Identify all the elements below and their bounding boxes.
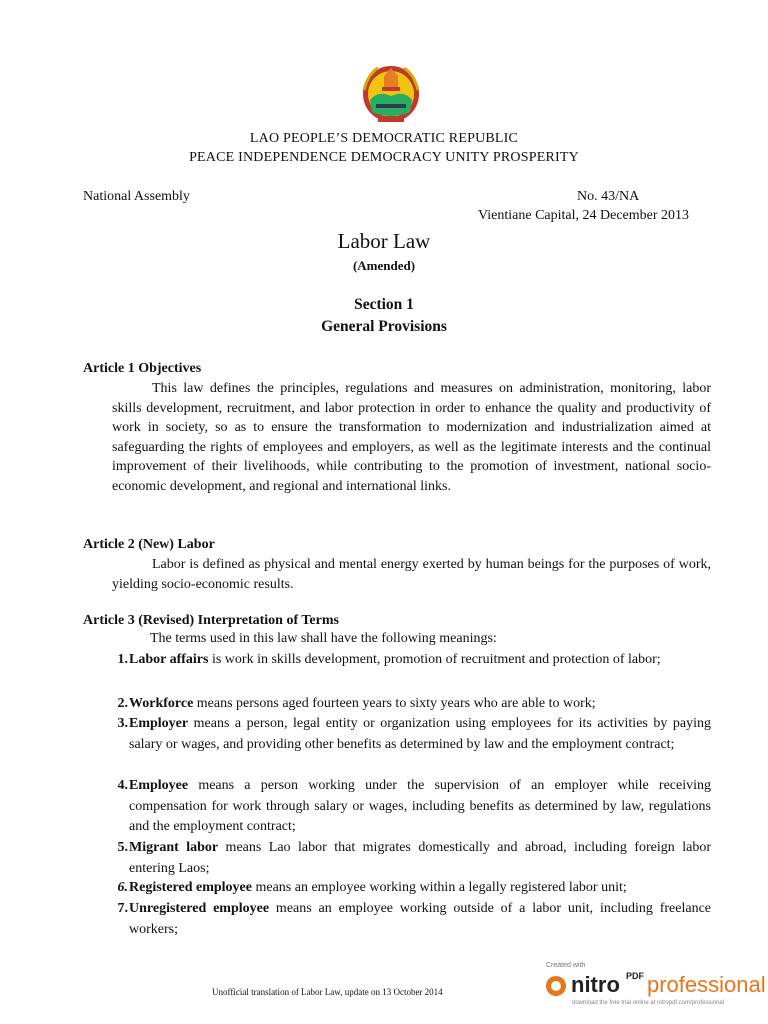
defined-term: Unregistered employee [129, 901, 270, 916]
nitro-watermark[interactable] [544, 960, 764, 1010]
definition-item [100, 878, 711, 899]
nitro-logo-icon [546, 976, 566, 996]
place-and-date: Vientiane Capital, 24 December 2013 [478, 208, 690, 223]
document-subtitle: (Amended) [352, 258, 416, 273]
document-title: Labor Law [337, 229, 431, 253]
document-number: No. 43/NA [577, 189, 640, 204]
definition-text: means a person, legal entity or organization using employees for its activities by paying salary or wages, and providing other benefits as determined by law and the employment contract; [129, 716, 711, 752]
defined-term: Labor affairs [129, 652, 209, 667]
page-footer: Unofficial translation of Labor Law, update on 13 October 2014 [212, 987, 443, 997]
republic-name: LAO PEOPLE’S DEMOCRATIC REPUBLIC [249, 131, 519, 146]
item-number: 3. [117, 716, 128, 731]
item-number: 6. [117, 880, 128, 895]
watermark-created-label: Created with [546, 962, 586, 969]
article-1-heading: Article 1 Objectives [83, 361, 202, 376]
definition-text: means Lao labor that migrates domestically and abroad, including foreign labor entering Laos; [129, 840, 711, 876]
article-3-intro: The terms used in this law shall have the following meanings: [150, 631, 497, 646]
article-1-body [112, 379, 711, 496]
issuing-body: National Assembly [83, 189, 190, 204]
item-number: 1. [117, 652, 128, 667]
watermark-brand-sup: PDF [626, 971, 644, 981]
defined-term: Employee [129, 778, 189, 793]
item-number: 5. [117, 840, 128, 855]
article-2-text: Labor is defined as physical and mental energy exerted by human beings for the purposes of work, yielding socio-economic results. [112, 557, 711, 592]
section-number: Section 1 [354, 296, 414, 313]
definition-item [100, 650, 711, 671]
defined-term: Workforce [129, 696, 194, 711]
item-number: 4. [117, 778, 128, 793]
watermark-download-link[interactable]: download the free trial online at nitropdf.com/professional [572, 1000, 725, 1006]
article-3-heading: Article 3 (Revised) Interpretation of Terms [83, 613, 339, 628]
item-number: 2. [117, 696, 128, 711]
definition-item [100, 694, 711, 715]
national-motto: PEACE INDEPENDENCE DEMOCRACY UNITY PROSPERITY [189, 150, 579, 165]
defined-term: Employer [129, 716, 189, 731]
watermark-brand: nitro [571, 972, 620, 997]
article-2-body [112, 555, 711, 594]
definition-item [100, 899, 711, 940]
definition-text: means an employee working outside of a labor unit, including freelance workers; [129, 901, 711, 937]
definition-text: means persons aged fourteen years to sixty years who are able to work; [193, 696, 596, 711]
definition-text: means an employee working within a legally registered labor unit; [251, 880, 627, 895]
definition-text: means a person working under the supervision of an employer while receiving compensation for work through salary or wages, including benefits as determined by law, regulations and the employment contract; [129, 778, 711, 834]
definition-text: is work in skills development, promotion of recruitment and protection of labor; [208, 652, 661, 667]
defined-term: Migrant labor [129, 840, 219, 855]
watermark-product: professional [647, 972, 766, 997]
defined-term: Registered employee [129, 880, 252, 895]
section-name: General Provisions [321, 318, 447, 335]
article-1-text: This law defines the principles, regulations and measures on administration, monitoring, labor skills development, recruitment, and labor protection in order to enhance the quality and productivity of work in society, so as to ensure the transformation to modernization and industrialization aimed at safeguarding the rights of employees and employers, as well as the legitimate interests and the continual improvement of their livelihoods, while contributing to the promotion of investment, national socio-economic development, and regional and international links. [112, 381, 711, 494]
lao-national-emblem-icon [358, 60, 424, 126]
article-2-heading: Article 2 (New) Labor [83, 537, 215, 552]
definition-item [100, 776, 711, 838]
item-number: 7. [117, 901, 128, 916]
definition-item [100, 714, 711, 755]
definition-item [100, 838, 711, 879]
